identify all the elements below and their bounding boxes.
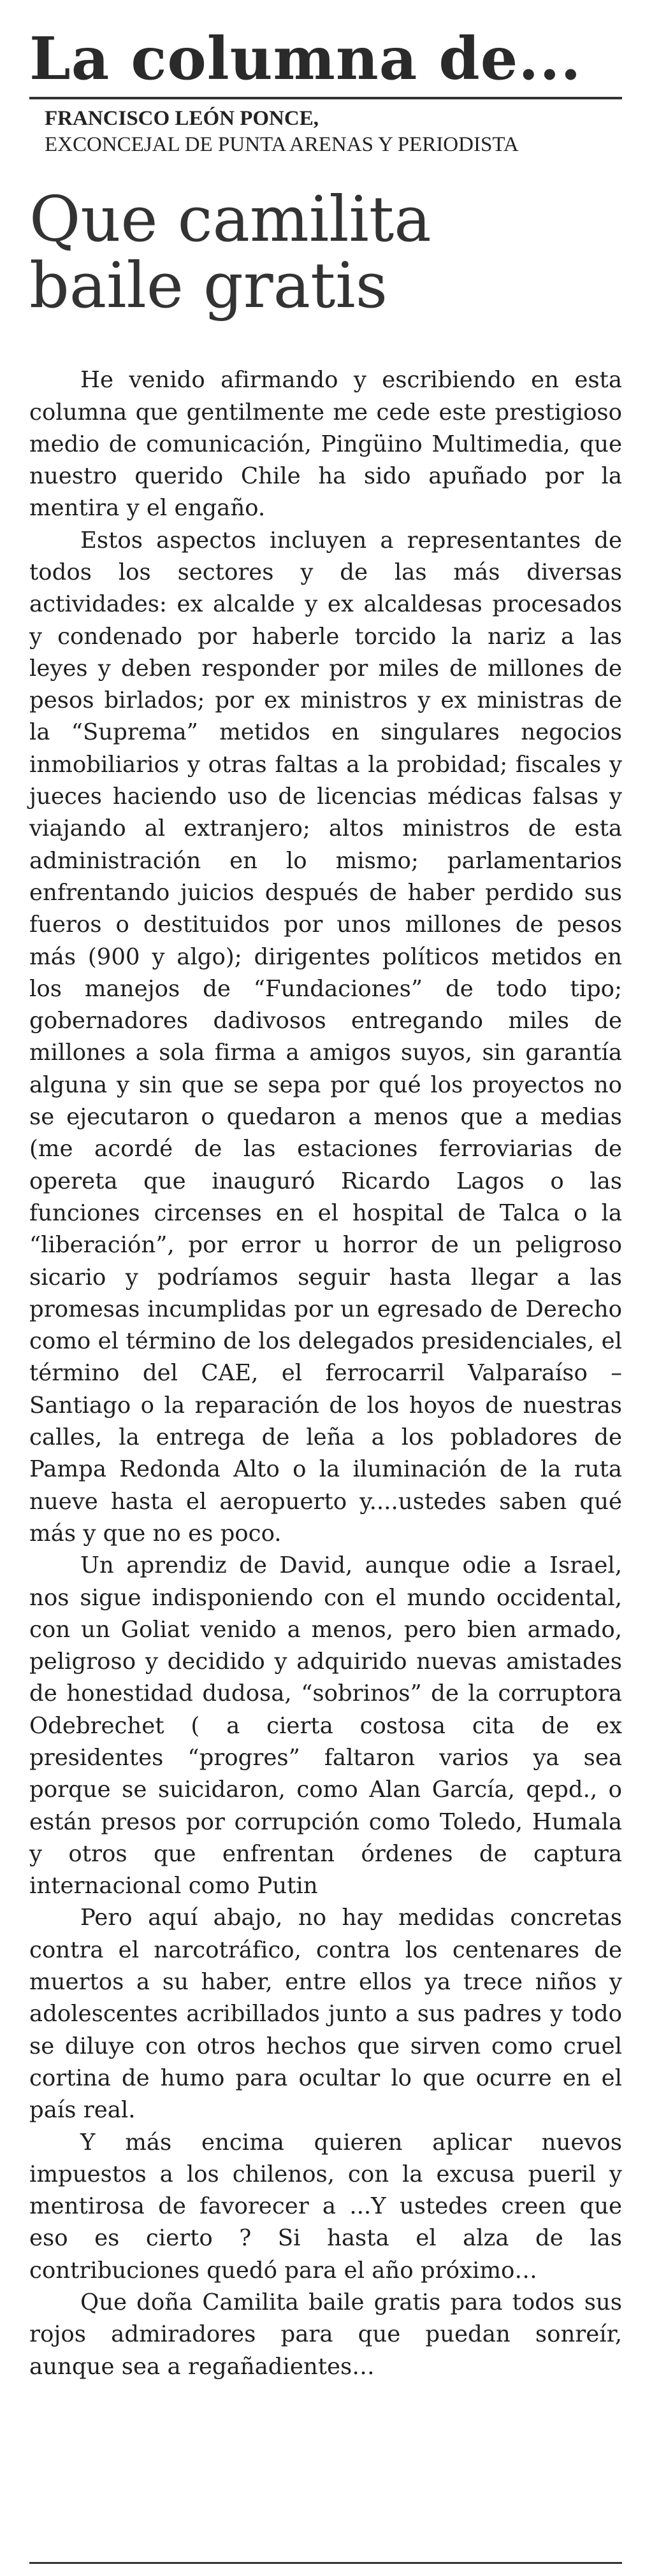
article-paragraph: Pero aquí abajo, no hay medidas concretas contra el narcotráfico, contra los centenares de muertos a su haber, entre ellos ya trece niños y adolescentes acribillados junto a sus padres y todo se diluye con otros hechos que sirven como cruel cortina de humo para ocultar lo que ocurre en el país real. bbox=[29, 1905, 622, 2124]
article-headline bbox=[29, 183, 622, 323]
article-paragraph: Un aprendiz de David, aunque odie a Israel, nos sigue indisponiendo con el mundo occidental, con un Goliat venido a menos, pero bien armado, peligroso y decidido y adquirido nuevas amistades de honestidad dudosa, “sobrinos” de la corruptora Odebrechet ( a cierta costosa cita de ex presidentes “progres” faltaron varios ya sea porque se suicidaron, como Alan García, qepd., o están presos por corrupción como Toledo, Humala y otros que enfrentan órdenes de captura internacional como Putin bbox=[29, 1552, 622, 1900]
headline-line-1: Que camilita bbox=[29, 183, 431, 256]
header-divider bbox=[29, 97, 622, 99]
footer-divider bbox=[29, 2562, 622, 2564]
column-section-title: La columna de... bbox=[29, 24, 582, 93]
article-paragraph: Que doña Camilita baile gratis para todos sus rojos admiradores para que puedan sonreír, aunque sea a regañadientes… bbox=[29, 2289, 622, 2380]
headline-line-2: baile gratis bbox=[29, 250, 388, 323]
author-name: FRANCISCO LEÓN PONCE, bbox=[45, 107, 319, 130]
author-role: EXCONCEJAL DE PUNTA ARENAS Y PERIODISTA bbox=[45, 133, 519, 157]
article-paragraph: Y más encima quieren aplicar nuevos impuestos a los chilenos, con la excusa pueril y mentirosa de favorecer a ...Y ustedes creen que eso es cierto ? Si hasta el alza de las contribuciones quedó para el año próximo… bbox=[29, 2129, 622, 2284]
article-paragraph: He venido afirmando y escribiendo en esta columna que gentilmente me cede este prestigioso medio de comunicación, Pingüino Multimedia, que nuestro querido Chile ha sido apuñado por la mentira y el engaño. bbox=[29, 367, 622, 522]
article-paragraph: Estos aspectos incluyen a representantes de todos los sectores y de las más diversas actividades: ex alcalde y ex alcaldesas procesados y condenado por haberle torcido la nariz a las leyes y deben responder por miles de millones de pesos birlados; por ex ministros y ex ministras de la “Suprema” metidos en singulares negocios inmobiliarios y otras faltas a la probidad; fiscales y jueces haciendo uso de licencias médicas falsas y viajando al extranjero; altos ministros de esta administración en lo mismo; parlamentarios enfrentando juicios después de haber perdido sus fueros o destituidos por unos millones de pesos más (900 y algo); dirigentes políticos metidos en los manejos de “Fundaciones” de todo tipo; gobernadores dadivosos entregando miles de millones a sola firma a amigos suyos, sin garantía alguna y sin que se sepa por qué los proyectos no se ejecutaron o quedaron a menos que a medias (me acordé de las estaciones ferroviarias de opereta que inauguró Ricardo Lagos o las funciones circenses en el hospital de Talca o la “liberación”, por error u horror de un peligroso sicario y podríamos seguir hasta llegar a las promesas incumplidas por un egresado de Derecho como el término de los delegados presidenciales, el término del CAE, el ferrocarril Valparaíso – Santiago o la reparación de los hoyos de nuestras calles, la entrega de leña a los pobladores de Pampa Redonda Alto o la iluminación de la ruta nueve hasta el aeropuerto y....ustedes saben qué más y que no es poco. bbox=[29, 527, 622, 1547]
byline bbox=[45, 106, 622, 159]
article-body bbox=[29, 364, 622, 2383]
